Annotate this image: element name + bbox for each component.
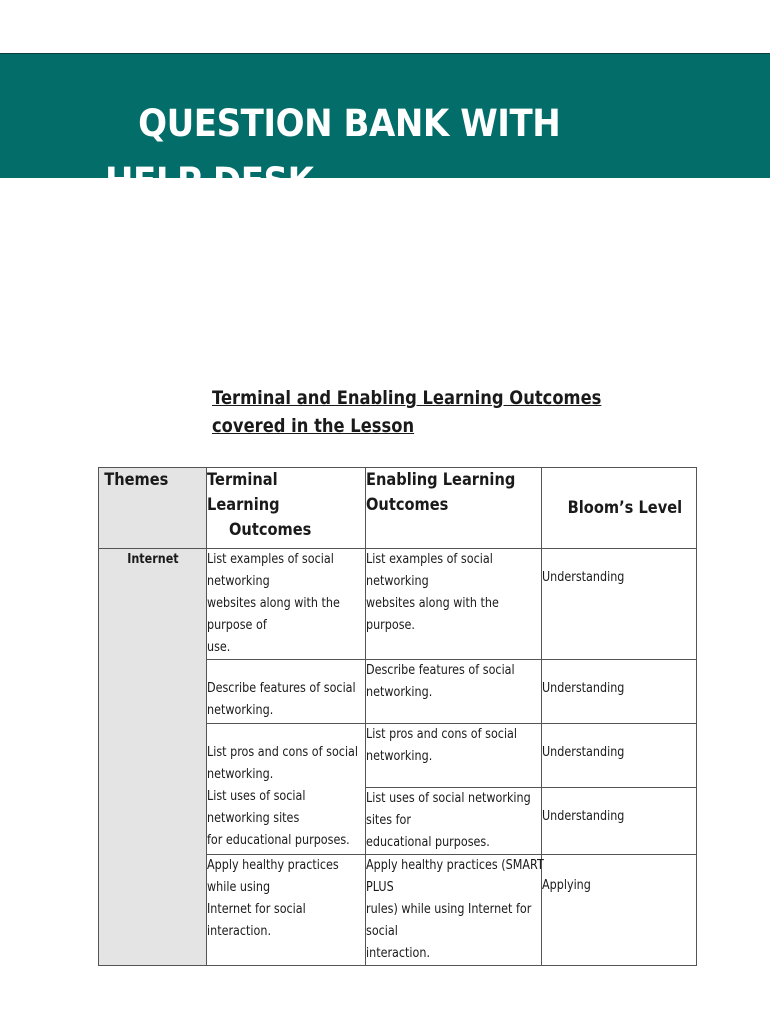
enabling-outcome-cell: List uses of social networking sites for educational purposes.: [366, 788, 542, 855]
header-row: [99, 468, 697, 549]
enabling-outcome-cell: Apply healthy practices (SMART PLUS rules) while using Internet for social interaction.: [366, 855, 542, 966]
terminal-outcome-cell: List pros and cons of social networking. List uses of social networking sites for educational purposes.: [207, 724, 366, 855]
header-blooms-level: Bloom’s Level: [542, 468, 697, 549]
header-terminal-outcomes: Terminal Learning Outcomes: [207, 468, 366, 549]
page-title: QUESTION BANK WITH HELP DESK: [105, 102, 561, 203]
theme-cell: Internet: [99, 549, 207, 966]
header-themes: Themes: [99, 468, 207, 549]
enabling-outcome-cell: List examples of social networking websites along with the purpose.: [366, 549, 542, 660]
bloom-level-cell: Understanding: [542, 724, 697, 788]
bloom-level-cell: Understanding: [542, 788, 697, 855]
header-enabling-outcomes: Enabling Learning Outcomes: [366, 468, 542, 549]
bloom-level-cell: Understanding: [542, 549, 697, 660]
terminal-outcome-cell: Describe features of social networking.: [207, 660, 366, 724]
bloom-level-cell: Applying: [542, 855, 697, 966]
section-subtitle: Terminal and Enabling Learning Outcomes covered in the Lesson: [212, 387, 602, 437]
terminal-outcome-cell: List examples of social networking websites along with the purpose of use.: [207, 549, 366, 660]
learning-outcomes-table: [98, 467, 697, 966]
enabling-outcome-cell: Describe features of social networking.: [366, 660, 542, 724]
table-row: [99, 549, 697, 660]
enabling-outcome-cell: List pros and cons of social networking.: [366, 724, 542, 788]
terminal-outcome-cell: Apply healthy practices while using Internet for social interaction.: [207, 855, 366, 966]
bloom-level-cell: Understanding: [542, 660, 697, 724]
